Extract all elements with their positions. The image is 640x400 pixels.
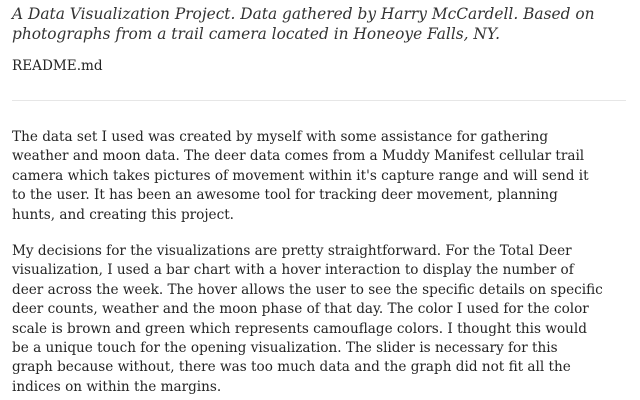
paragraph-line: to the user. It has been an awesome tool for tracking deer movement, planning [12, 187, 558, 204]
paragraph-line: The data set I used was created by myself with some assistance for gathering [12, 129, 549, 145]
paragraph-line: hunts, and creating this project. [12, 206, 234, 223]
project-subtitle [12, 4, 628, 44]
paragraph-line: deer counts, weather and the moon phase of that day. The color I used for the color [12, 301, 589, 318]
paragraph-line: weather and moon data. The deer data comes from a Muddy Manifest cellular trail [12, 148, 585, 165]
paragraph-visualization-decisions [12, 242, 628, 397]
paragraph-line: scale is brown and green which represents camouflage colors. I thought this would [12, 320, 587, 337]
paragraph-data-source [12, 128, 628, 225]
paragraph-line: visualization, I used a bar chart with a hover interaction to display the number of [12, 262, 574, 279]
readme-file-link[interactable]: README.md [12, 58, 103, 74]
paragraph-line: indices on within the margins. [12, 378, 222, 395]
paragraph-line: be a unique touch for the opening visualization. The slider is necessary for this [12, 340, 558, 357]
paragraph-line: My decisions for the visualizations are pretty straightforward. For the Total Deer [12, 243, 572, 259]
section-divider [12, 100, 626, 101]
subtitle-line: photographs from a trail camera located in Honeoye Falls, NY. [12, 25, 500, 43]
subtitle-line: A Data Visualization Project. Data gathered by Harry McCardell. Based on [12, 5, 595, 23]
paragraph-line: camera which takes pictures of movement within it's capture range and will send it [12, 167, 589, 184]
paragraph-line: deer across the week. The hover allows the user to see the specific details on specific [12, 281, 603, 298]
paragraph-line: graph because without, there was too much data and the graph did not fit all the [12, 359, 571, 376]
